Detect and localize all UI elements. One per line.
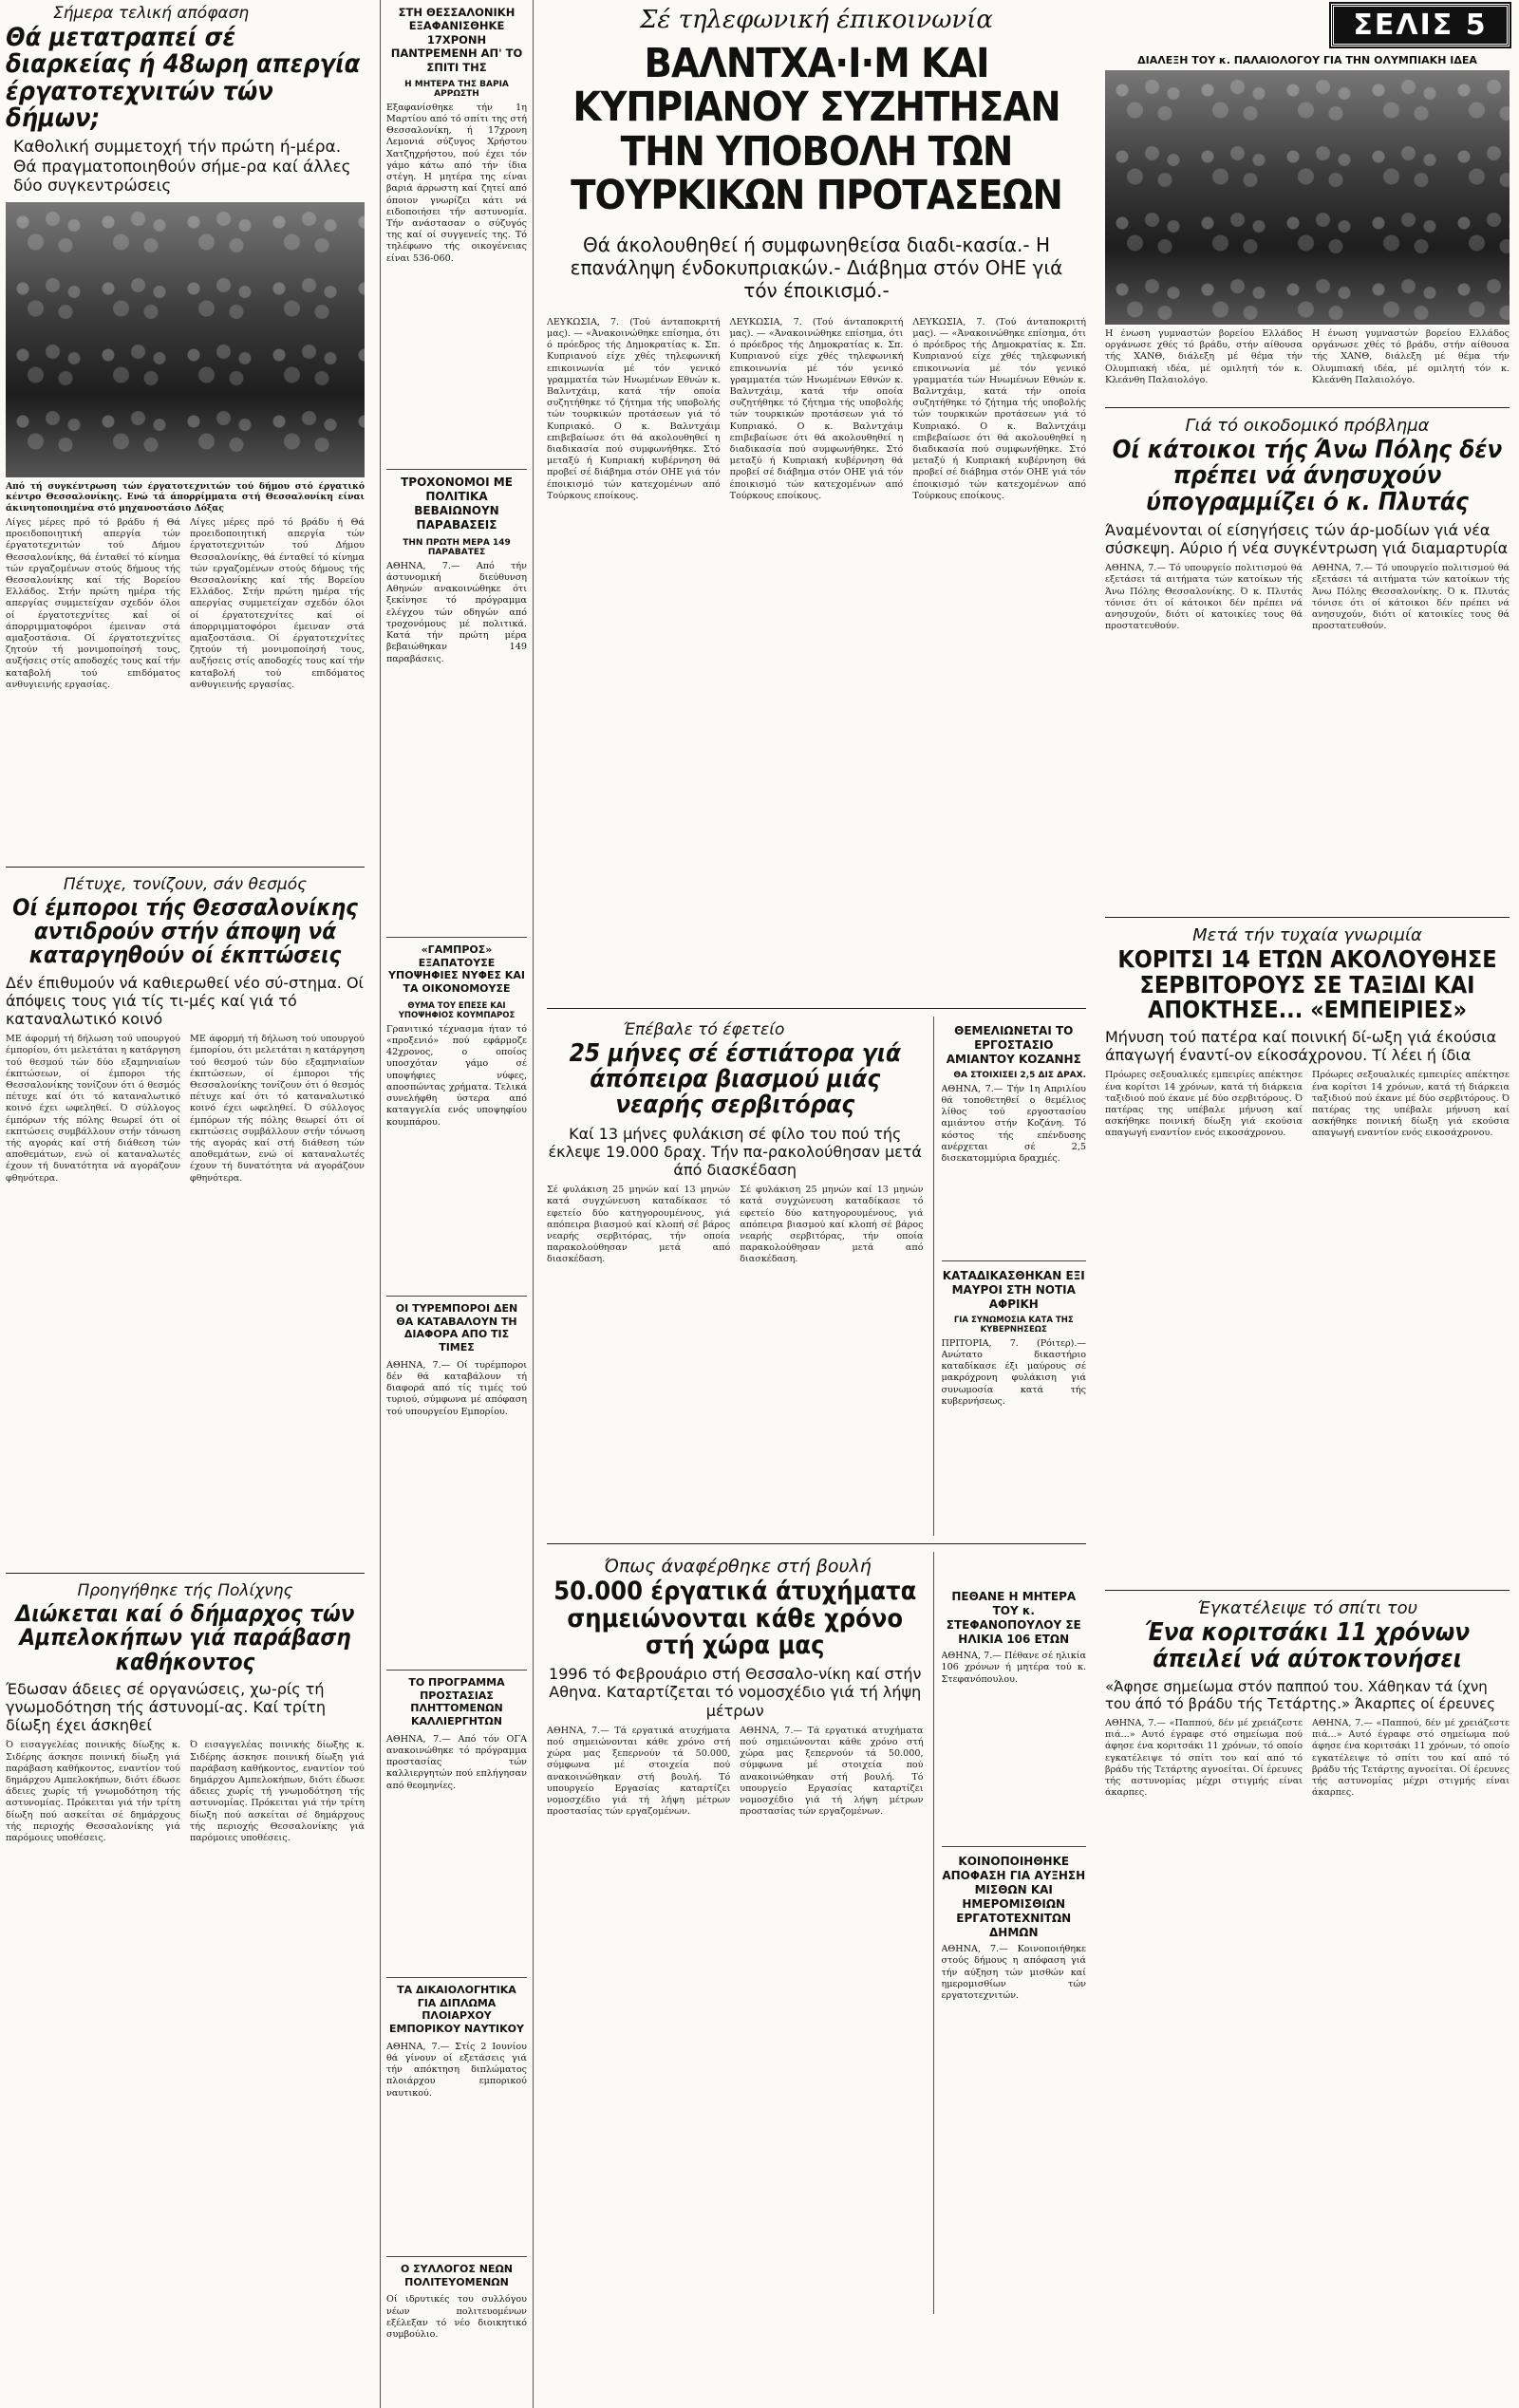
head-missing-bride: ΣΤΗ ΘΕΣΣΑΛΟΝΙΚΗ ΕΞΑΦΑΝΙΣΘΗΚΕ 17ΧΡΟΝΗ ΠΑΝΤΡΕΜΕΝΗ ΑΠ' ΤΟ ΣΠΙΤΙ ΤΗΣ bbox=[390, 6, 523, 74]
deck-girl-11: «Άφησε σημείωμα στόν παππού του. Χάθηκαν τά ίχνη του άπό τό βράδυ τής Τετάρτης.» Άκαρπες οί έρευνες bbox=[1105, 1677, 1496, 1712]
divider bbox=[1105, 1590, 1510, 1591]
divider bbox=[1105, 917, 1510, 918]
kicker-strike: Σήμερα τελική απόφαση bbox=[53, 4, 250, 23]
photo-olympic-lecture bbox=[1105, 70, 1510, 325]
body-traffic: ΑΘΗΝΑ, 7.— Από τήν άστυνομική διεύθυνση Αθηνών ανακοινώθηκε ότι ξεκίνησε τό πρόγραμμα ελέγχου τών οδηγών από τροχονόμους μέ πολιτικά. Κατά τήν πρώτη μέρα βεβαιώθηκαν 149 παραβάσεις. bbox=[386, 560, 527, 664]
deck-cyprus: Θά άκολουθηθεί ή συμφωνηθείσα διαδι-κασία.- Η επανάληψη ένδοκυπριακών.- Διάβημα στόν ΟΗΕ γιά τόν έποικισμό.- bbox=[570, 233, 1063, 302]
row-accidents bbox=[547, 1552, 1086, 2314]
body-groom: Γρανιτικό τέχνασμα ήταν τό «προξενιό» πού εφάρμοζε 42χρονος, ο οποίος υποσχόταν γάμο σέ υποψήφιες νύφες, αποσπώντας χρήματα. Τελικά συνελήφθη ύστερα από καταγγελία ενός υποψηφίου κουμπάρου. bbox=[386, 1023, 527, 1128]
kicker-upper-town: Γιά τό οικοδομικό πρόβλημα bbox=[1185, 416, 1430, 436]
deck-mayor: Έδωσαν άδειες σέ οργανώσεις, χω-ρίς τή γνωμοδότηση τής άστυνομί-ας. Καί τρίτη δίωξη έχει άσκηθεί bbox=[6, 1679, 327, 1735]
body-strike: Λίγες μέρες πρό τό βράδυ ή Θά προειδοποιητική απεργία τών έργατοτεχνιτών τού Δήμου Θεσσαλονίκης, θά ένταθεί τό κίνημα τών εργαζομένων στούς δήμους τής Θεσσαλονίκης καί τής Βορείου Ελλάδος. Στήν πρώτη ημέρα τής απεργίας συμμετείχαν σχεδόν όλοι οί έργατοτεχνίτες καί οί άπορριμματοφόροι έμειναν στά αμαξοστάσια. Οί έργατοτεχνίτες ζητούν τή μονιμοποίησή τους, αυξήσεις στίς αποδοχές τους καί τήν καταβολή τού επιδόματος ανθυγιεινής εργασίας. Λίγες μέρες πρό τό βράδυ ή Θά προειδοποιητική απεργία τών έργατοτεχνιτών τού Δήμου Θεσσαλονίκης, θά ένταθεί τό κίνημα τών εργαζομένων στούς δήμους τής Θεσσαλονίκης καί τής Βορείου Ελλάδος. Στήν πρώτη ημέρα τής απεργίας συμμετείχαν σχεδόν όλοι οί έργατοτεχνίτες καί οί άπορριμματοφόροι έμειναν στά αμαξοστάσια. Οί έργατοτεχνίτες ζητούν τή μονιμοποίησή τους, αυξήσεις στίς αποδοχές τους καί τήν καταβολή τού επιδόματος ανθυγιεινής εργασίας. bbox=[6, 517, 365, 690]
divider bbox=[6, 1573, 365, 1574]
headline-waiter: 25 μήνες σέ έστιάτορα γιά άπόπειρα βιασμού μιάς νεαρής σερβιτόρας bbox=[569, 1038, 901, 1120]
kicker-girl-14: Μετά τήν τυχαία γνωριμία bbox=[1192, 925, 1422, 946]
caption-olympic: Η ένωση γυμναστών βορείου Ελλάδος οργάνωσε χθές τό βράδυ, στήν αίθουσα τής ΧΑΝΘ, διάλεξη μέ θέμα τήν Ολυμπιακή ιδέα, μέ ομιλητή τόν κ. Κλεάνθη Παλαιολόγο. Η ένωση γυμναστών βορείου Ελλάδος οργάνωσε χθές τό βράδυ, στήν αίθουσα τής ΧΑΝΘ, διάλεξη μέ θέμα τήν Ολυμπιακή ιδέα, μέ ομιλητή τόν κ. Κλεάνθη Παλαιολόγο. bbox=[1105, 328, 1510, 385]
body-farmers: ΑΘΗΝΑ, 7.— Από τόν ΟΓΑ ανακοινώθηκε τό πρόγραμμα προστασίας τών καλλιεργητών πού επλήγησαν από θεομηνίες. bbox=[386, 1733, 527, 1791]
body-cheese: ΑΘΗΝΑ, 7.— Οί τυρέμποροι δέν θά καταβάλουν τή διαφορά από τίς τιμές τού τυριού, σύμφωνα μέ απόφαση τού υπουργείου Εμπορίου. bbox=[386, 1359, 527, 1417]
topline-olympic: ΔΙΑΛΕΞΗ ΤΟΥ κ. ΠΑΛΑΙΟΛΟΓΟΥ ΓΙΑ ΤΗΝ ΟΛΥΜΠΙΑΚΗ ΙΔΕΑ bbox=[1137, 54, 1477, 66]
kicker-girl-11: Έγκατέλειψε τό σπίτι του bbox=[1196, 1598, 1418, 1619]
body-wages: ΑΘΗΝΑ, 7.— Κοινοποιήθηκε στούς δήμους η απόφαση γιά τήν αύξηση τών μισθών καί ημερομισθίων τών εργατοτεχνιτών. bbox=[941, 1944, 1086, 2002]
head-farmers: ΤΟ ΠΡΟΓΡΑΜΜΑ ΠΡΟΣΤΑΣΙΑΣ ΠΛΗΤΤΟΜΕΝΩΝ ΚΑΛΛΙΕΡΓΗΤΩΝ bbox=[408, 1675, 505, 1728]
kicker-cyprus: Σέ τηλεφωνική έπικοινωνία bbox=[640, 6, 993, 34]
story-accidents bbox=[547, 1552, 924, 2314]
masthead bbox=[1105, 4, 1510, 47]
divider bbox=[386, 2256, 527, 2257]
column-3 bbox=[541, 0, 1092, 2314]
body-girl-11: ΑΘΗΝΑ, 7.— «Παππού, δέν μέ χρειάζεστε πιά...» Αυτό έγραφε στό σημείωμα πού άφησε ένα κοριτσάκι 11 χρόνων, τό οποίο εγκατέλειψε τό σπίτι του καί από τό βράδυ τής Τετάρτης αγνοείται. Οί έρευνες τής αστυνομίας μέχρι στιγμής είναι άκαρπες. ΑΘΗΝΑ, 7.— «Παππού, δέν μέ χρειάζεστε πιά...» Αυτό έγραφε στό σημείωμα πού άφησε ένα κοριτσάκι 11 χρόνων, τό οποίο εγκατέλειψε τό σπίτι του καί από τό βράδυ τής Τετάρτης αγνοείται. Οί έρευνες τής αστυνομίας μέχρι στιγμής είναι άκαρπες. bbox=[1105, 1717, 1510, 1799]
sub-asbestos: ΘΑ ΣΤΟΙΧΙΣΕΙ 2,5 ΔΙΣ ΔΡΑΧ. bbox=[953, 1070, 1086, 1080]
sidebar-boxes-2 bbox=[933, 1552, 1087, 2314]
kicker-accidents: Όπως άναφέρθηκε στή βουλή bbox=[604, 1556, 872, 1577]
head-asbestos: ΘΕΜΕΛΙΩΝΕΤΑΙ ΤΟ ΕΡΓΟΣΤΑΣΙΟ ΑΜΙΑΝΤΟΥ ΚΟΖΑΝΗΣ bbox=[946, 1023, 1081, 1066]
head-captain: ΤΑ ΔΙΚΑΙΟΛΟΓΗΤΙΚΑ ΓΙΑ ΔΙΠΛΩΜΑ ΠΛΟΙΑΡΧΟΥ ΕΜΠΟΡΙΚΟΥ ΝΑΥΤΙΚΟΥ bbox=[389, 1983, 524, 2036]
divider bbox=[386, 1670, 527, 1671]
deck-accidents: 1996 τό Φεβρουάριο στή Θεσσαλο-νίκη καί στήν Αθηνα. Καταρτίζεται τό νομοσχέδιο γιά τή λήψη μέτρων bbox=[549, 1665, 922, 1720]
body-south-africa: ΠΡΙΤΟΡΙΑ, 7. (Ρόιτερ).— Ανώτατο δικαστήριο καταδίκασε έξι μαύρους σέ μακρόχρονη φυλάκιση γιά συνωμοσία κατά τής κυβερνήσεως. bbox=[941, 1337, 1086, 1407]
body-girl-14: Πρόωρες σεξουαλικές εμπειρίες απέκτησε ένα κορίτσι 14 χρόνων, κατά τή διάρκεια ταξιδιού πού έκανε μέ δύο σερβιτόρους. Ό πατέρας της υπέβαλε μήνυση καί ασκήθηκε ποινική δίωξη γιά εκούσια απαγωγή εναντίον ενός εικοσάχρονου. Πρόωρες σεξουαλικές εμπειρίες απέκτησε ένα κορίτσι 14 χρόνων, κατά τή διάρκεια ταξιδιού πού έκανε μέ δύο σερβιτόρους. Ό πατέρας της υπέβαλε μήνυση καί ασκήθηκε ποινική δίωξη γιά εκούσια απαγωγή εναντίον ενός εικοσάχρονου. bbox=[1105, 1070, 1510, 1139]
kicker-mayor: Προηγήθηκε τής Πολίχνης bbox=[77, 1581, 293, 1601]
body-upper-town: ΑΘΗΝΑ, 7.— Τό υπουργείο πολιτισμού θά εξετάσει τά αιτήματα τών κατοίκων τής Άνω Πόλης Θεσσαλονίκης. Ό κ. Πλυτάς τόνισε ότι οί κάτοικοι δέν πρέπει νά ανησυχούν, διότι οί κατοικίες τους θά προστατευθούν. ΑΘΗΝΑ, 7.— Τό υπουργείο πολιτισμού θά εξετάσει τά αιτήματα τών κατοίκων τής Άνω Πόλης Θεσσαλονίκης. Ό κ. Πλυτάς τόνισε ότι οί κάτοικοι δέν πρέπει νά ανησυχούν, διότι οί κατοικίες τους θά προστατευθούν. bbox=[1105, 563, 1510, 632]
head-wages: ΚΟΙΝΟΠΟΙΗΘΗΚΕ ΑΠΟΦΑΣΗ ΓΙΑ ΑΥΞΗΣΗ ΜΙΣΘΩΝ ΚΑΙ ΗΜΕΡΟΜΙΣΘΙΩΝ ΕΡΓΑΤΟΤΕΧΝΙΤΩΝ ΔΗΜΩΝ bbox=[942, 1855, 1086, 1940]
body-missing-bride: Εξαφανίσθηκε τήν 1η Μαρτίου από τό σπίτι της στή Θεσσαλονίκη, ή 17χρονη Λεμονιά σύζυγος Χρήστου Χατζηχρήστου, πού έχει τόν γάμο κάτω από τήν ίδια στέγη. Η μητέρα της είναι βαριά άρρωστη καί ζητεί από όποιον γνωρίζει κάτι νά ειδοποιήσει τήν αστυνομία. Τήν ανάστασαν ο σύζυγός της καί οί συγγενείς της. Τό τηλέφωνο τής οικογένειας είναι 536-060. bbox=[386, 102, 527, 264]
column-1 bbox=[6, 0, 365, 2167]
body-mayor: Ό εισαγγελέας ποινικής δίωξης κ. Σιδέρης άσκησε ποινική δίωξη γιά παράβαση καθήκοντος, εναντίον τού δημάρχου Αμπελοκήπων, διότι έδωσε άδειες χωρίς τή γνωμοδότηση τής αστυνομίας. Πρόκειται γιά τήν τρίτη δίωξη πού ασκείται σέ δημάρχους τής περιοχής Θεσσαλονίκης γιά παρόμοιες υποθέσεις. Ό εισαγγελέας ποινικής δίωξης κ. Σιδέρης άσκησε ποινική δίωξη γιά παράβαση καθήκοντος, εναντίον τού δημάρχου Αμπελοκήπων, διότι έδωσε άδειες χωρίς τή γνωμοδότηση τής αστυνομίας. Πρόκειται γιά τήν τρίτη δίωξη πού ασκείται σέ δημάρχους τής περιοχής Θεσσαλονίκης γιά παρόμοιες υποθέσεις. bbox=[6, 1740, 365, 1843]
deck-upper-town: Άναμένονται οί είσηγήσεις τών άρ-μοδίων γιά νέα σύσκεψη. Αύριο ή νέα συγκέντρωση γιά διαμαρτυρία bbox=[1105, 520, 1509, 558]
page-logo: ΣΕΛΙΣ 5 bbox=[1331, 4, 1510, 47]
divider bbox=[547, 1008, 1086, 1009]
head-south-africa: ΚΑΤΑΔΙΚΑΣΘΗΚΑΝ ΕΞΙ ΜΑΥΡΟΙ ΣΤΗ ΝΟΤΙΑ ΑΦΡΙΚΗ bbox=[942, 1268, 1085, 1311]
head-club: Ο ΣΥΛΛΟΓΟΣ ΝΕΩΝ ΠΟΛΙΤΕΥΟΜΕΝΩΝ bbox=[400, 2262, 514, 2288]
divider bbox=[386, 937, 527, 938]
deck-girl-14: Μήνυση τού πατέρα καί ποινική δί-ωξη γιά έκούσια άπαγωγή έναντί-ον είκοσάχρονου. Τί λέει ή ίδια bbox=[1105, 1028, 1497, 1065]
headline-strike: Θά μετατραπεί σέ διαρκείας ή 48ωρη απεργία έργατοτεχνιτών τών δήμων; bbox=[6, 23, 361, 134]
kicker-merchants: Πέτυχε, τονίζουν, σάν θεσμός bbox=[63, 875, 308, 895]
headline-girl-11: Ένα κοριτσάκι 11 χρόνων άπειλεί νά αύτοκτονήσει bbox=[1144, 1618, 1471, 1673]
sub-groom: ΘΥΜΑ ΤΟΥ ΕΠΕΣΕ ΚΑΙ ΥΠΟΨΗΦΙΟΣ ΚΟΥΜΠΑΡΟΣ bbox=[398, 1000, 516, 1020]
body-accidents: ΑΘΗΝΑ, 7.— Τά εργατικά ατυχήματα πού σημειώνονται κάθε χρόνο στή χώρα μας ξεπερνούν τά 50.000, σύμφωνα μέ στοιχεία πού ανακοινώθηκαν στή βουλή. Τό υπουργείο Εργασίας καταρτίζει νομοσχέδιο γιά τή λήψη μέτρων προστασίας τών εργαζομένων. ΑΘΗΝΑ, 7.— Τά εργατικά ατυχήματα πού σημειώνονται κάθε χρόνο στή χώρα μας ξεπερνούν τά 50.000, σύμφωνα μέ στοιχεία πού ανακοινώθηκαν στή βουλή. Τό υπουργείο Εργασίας καταρτίζει νομοσχέδιο γιά τή λήψη μέτρων προστασίας τών εργαζομένων. bbox=[547, 1725, 924, 1818]
sub-missing-bride: Η ΜΗΤΕΡΑ ΤΗΣ ΒΑΡΙΑ ΑΡΡΩΣΤΗ bbox=[404, 79, 509, 99]
body-merchants: ΜΕ άφορμή τή δήλωση τού υπουργού έμπορίου, ότι μελετάται η κατάργηση τού θεσμού τών δύο εξαμηνιαίων έκπτώσεων, οί έμποροι τής Θεσσαλονίκης τονίζουν ότι ό θεσμός πέτυχε καί ότι τό καταναλωτικό κοινό έχει ωφεληθεί. Ό σύλλογος έμπόρων τής πόλης θεωρεί ότι οί εκπτώσεις συμβάλλουν στήν τόνωση τής αγοράς καί στή διάθεση τών αποθεμάτων, ενώ οί καταναλωτές έχουν τή δυνατότητα νά αγοράζουν φθηνότερα. ΜΕ άφορμή τή δήλωση τού υπουργού έμπορίου, ότι μελετάται η κατάργηση τού θεσμού τών δύο εξαμηνιαίων έκπτώσεων, οί έμποροι τής Θεσσαλονίκης τονίζουν ότι ό θεσμός πέτυχε καί ότι τό καταναλωτικό κοινό έχει ωφεληθεί. Ό σύλλογος έμπόρων τής πόλης θεωρεί ότι οί εκπτώσεις συμβάλλουν στήν τόνωση τής αγοράς καί στή διάθεση τών αποθεμάτων, ενώ οί καταναλωτές έχουν τή δυνατότητα νά αγοράζουν φθηνότερα. bbox=[6, 1034, 365, 1184]
body-club: Οί ιδρυτικές του συλλόγου νέων πολιτευομένων εξέλεξαν τό νέο διοικητικό συμβούλιο. bbox=[386, 2294, 527, 2340]
photo-caption-strike: Από τή συγκέντρωση τών έργατοτεχνιτών τού δήμου στό έργατικό κέντρο Θεσσαλονίκης. Ενώ τά άπορρίμματα στή Θεσσαλονίκη είναι άκινητοποιημένα στό μηχανοστάσιο Δόξας bbox=[6, 480, 365, 513]
divider bbox=[942, 1260, 1087, 1261]
photo-strike-meeting bbox=[6, 202, 365, 477]
body-asbestos: ΑΘΗΝΑ, 7.— Τήν 1η Απριλίου θά τοποθετηθεί ο θεμέλιος λίθος τού εργοστασίου αμιάντου στήν Κοζάνη. Τό κόστος τής επένδυσης ανέρχεται σέ 2,5 δισεκατομμύρια δραχμές. bbox=[941, 1083, 1086, 1164]
sub-traffic: ΤΗΝ ΠΡΩΤΗ ΜΕΡΑ 149 ΠΑΡΑΒΑΤΕΣ bbox=[403, 537, 511, 557]
deck-merchants: Δέν έπιθυμούν νά καθιερωθεί νέο σύ-στημα. Οί άπόψεις τους γιά τίς τι-μές καί γιά τό καταναλωτικό κοινό bbox=[6, 973, 364, 1028]
deck-strike: Καθολική συμμετοχή τήν πρώτη ή-μέρα. Θά πραγματοποιηθούν σήμε-ρα καί άλλες δύο συγκεντρώσεις bbox=[13, 138, 351, 196]
kicker-waiter: Έπέβαλε τό έφετείο bbox=[623, 1019, 785, 1039]
deck-waiter: Καί 13 μήνες φυλάκιση σέ φίλο του πού τής έκλεψε 19.000 δραχ. Τήν πα-ρακολούθησαν μετά άπό διασκέδαση bbox=[548, 1124, 922, 1180]
divider bbox=[1105, 407, 1510, 408]
story-waiter bbox=[547, 1017, 924, 1536]
divider bbox=[547, 1543, 1086, 1544]
divider bbox=[386, 1977, 527, 1978]
head-groom: «ΓΑΜΠΡΟΣ» ΕΞΑΠΑΤΟΥΣΕ ΥΠΟΨΗΦΙΕΣ ΝΥΦΕΣ ΚΑΙ ΤΑ ΟΙΚΟΝΟΜΟΥΣΕ bbox=[388, 943, 525, 996]
head-cheese: ΟΙ ΤΥΡΕΜΠΟΡΟΙ ΔΕΝ ΘΑ ΚΑΤΑΒΑΛΟΥΝ ΤΗ ΔΙΑΦΟΡΑ ΑΠΟ ΤΙΣ ΤΙΜΕΣ bbox=[395, 1301, 518, 1354]
head-mother: ΠΕΘΑΝΕ Η ΜΗΤΕΡΑ ΤΟΥ κ. ΣΤΕΦΑΝΟΠΟΥΛΟΥ ΣΕ ΗΛΙΚΙΑ 106 ΕΤΩΝ bbox=[946, 1590, 1081, 1647]
body-waiter: Σέ φυλάκιση 25 μηνών καί 13 μηνών κατά συγχώνευση καταδίκασε τό εφετείο δύο κατηγορουμένους, γιά απόπειρα βιασμού καί κλοπή σέ βάρος νεαρής σερβιτόρας, τήν οποία παρακολούθησαν μετά από διασκέδαση. Σέ φυλάκιση 25 μηνών καί 13 μηνών κατά συγχώνευση καταδίκασε τό εφετείο δύο κατηγορουμένους, γιά απόπειρα βιασμού καί κλοπή σέ βάρος νεαρής σερβιτόρας, τήν οποία παρακολούθησαν μετά από διασκέδαση. bbox=[547, 1185, 924, 1265]
headline-mayor: Διώκεται καί ό δήμαρχος τών Αμπελοκήπων γιά παράβαση καθήκοντος bbox=[15, 1600, 355, 1675]
headline-girl-14: ΚΟΡΙΤΣΙ 14 ΕΤΩΝ ΑΚΟΛΟΥΘΗΣΕ ΣΕΡΒΙΤΟΡΟΥΣ ΣΕ ΤΑΞΙΔΙ ΚΑΙ ΑΠΟΚΤΗΣΕ... «ΕΜΠΕΙΡΙΕΣ» bbox=[1117, 945, 1497, 1023]
body-captain: ΑΘΗΝΑ, 7.— Στίς 2 Ιουνίου θά γίνουν οί εξετάσεις γιά τήν απόκτηση διπλώματος πλοιάρχου εμπορικού ναυτικού. bbox=[386, 2041, 527, 2099]
headline-accidents: 50.000 έργατικά άτυχήματα σημειώνονται κάθε χρόνο στή χώρα μας bbox=[553, 1577, 917, 1660]
body-cyprus: ΛΕΥΚΩΣΙΑ, 7. (Τού άνταποκριτή μας). — «Άνακοινώθηκε επίσημα, ότι ό πρόεδρος τής Δημοκρατίας κ. Σπ. Κυπριανού είχε χθές τηλεφωνική επικοινωνία μέ τόν γενικό γραμματέα τών Ηνωμένων Εθνών κ. Βαλντχάιμ, κατά τήν οποία συζητήθηκε τό ζήτημα τής υποβολής τών τουρκικών προτάσεων γιά τό Κυπριακό. Ο κ. Βαλντχάιμ επιβεβαίωσε ότι θά ακολουθηθεί η διαδικασία πού συμφωνήθηκε. Στό μεταξύ ή Κυπριακή κυβέρνηση θά προβεί σέ διάβημα στόν ΟΗΕ γιά τόν έποικισμό τών κατεχομένων από Τούρκους εποίκους. ΛΕΥΚΩΣΙΑ, 7. (Τού άνταποκριτή μας). — «Άνακοινώθηκε επίσημα, ότι ό πρόεδρος τής Δημοκρατίας κ. Σπ. Κυπριανού είχε χθές τηλεφωνική επικοινωνία μέ τόν γενικό γραμματέα τών Ηνωμένων Εθνών κ. Βαλντχάιμ, κατά τήν οποία συζητήθηκε τό ζήτημα τής υποβολής τών τουρκικών προτάσεων γιά τό Κυπριακό. Ο κ. Βαλντχάιμ επιβεβαίωσε ότι θά ακολουθηθεί η διαδικασία πού συμφωνήθηκε. Στό μεταξύ ή Κυπριακή κυβέρνηση θά προβεί σέ διάβημα στόν ΟΗΕ γιά τόν έποικισμό τών κατεχομένων από Τούρκους εποίκους. ΛΕΥΚΩΣΙΑ, 7. (Τού άνταποκριτή μας). — «Άνακοινώθηκε επίσημα, ότι ό πρόεδρος τής Δημοκρατίας κ. Σπ. Κυπριανού είχε χθές τηλεφωνική επικοινωνία μέ τόν γενικό γραμματέα τών Ηνωμένων Εθνών κ. Βαλντχάιμ, κατά τήν οποία συζητήθηκε τό ζήτημα τής υποβολής τών τουρκικών προτάσεων γιά τό Κυπριακό. Ο κ. Βαλντχάιμ επιβεβαίωσε ότι θά ακολουθηθεί η διαδικασία πού συμφωνήθηκε. Στό μεταξύ ή Κυπριακή κυβέρνηση θά προβεί σέ διάβημα στόν ΟΗΕ γιά τόν έποικισμό τών κατεχομένων από Τούρκους εποίκους. bbox=[547, 316, 1086, 501]
headline-cyprus: ΒΑΛΝΤΧΑ·Ι·Μ ΚΑΙ ΚΥΠΡΙΑΝΟΥ ΣΥΖΗΤΗΣΑΝ ΤΗΝ ΥΠΟΒΟΛΗ ΤΩΝ ΤΟΥΡΚΙΚΩΝ ΠΡΟΤΑΣΕΩΝ bbox=[571, 40, 1062, 220]
column-4 bbox=[1101, 0, 1513, 2031]
headline-merchants: Οί έμποροι τής Θεσσαλονίκης αντιδρούν στήν άποψη νά καταργηθούν οί έκπτώσεις bbox=[12, 894, 358, 969]
body-mother: ΑΘΗΝΑ, 7.— Πέθανε σέ ηλικία 106 χρόνων ή μητέρα τού κ. Στεφανόπουλου. bbox=[941, 1651, 1086, 1685]
headline-upper-town: Οί κάτοικοι τής Άνω Πόλης δέν πρέπει νά άνησυχούν ύπογραμμίζει ό κ. Πλυτάς bbox=[1112, 436, 1503, 516]
head-traffic: ΤΡΟΧΟΝΟΜΟΙ ΜΕ ΠΟΛΙΤΙΚΑ ΒΕΒΑΙΩΝΟΥΝ ΠΑΡΑΒΑΣΕΙΣ bbox=[401, 475, 513, 532]
sub-south-africa: ΓΙΑ ΣΥΝΩΜΟΣΙΑ ΚΑΤΑ ΤΗΣ ΚΥΒΕΡΝΗΣΕΩΣ bbox=[953, 1315, 1074, 1335]
divider bbox=[386, 469, 527, 470]
divider bbox=[6, 867, 365, 868]
divider bbox=[386, 1296, 527, 1297]
column-2 bbox=[380, 0, 534, 2408]
divider bbox=[942, 1846, 1087, 1847]
sidebar-boxes bbox=[933, 1017, 1087, 1536]
row-court-asbestos bbox=[547, 1017, 1086, 1536]
